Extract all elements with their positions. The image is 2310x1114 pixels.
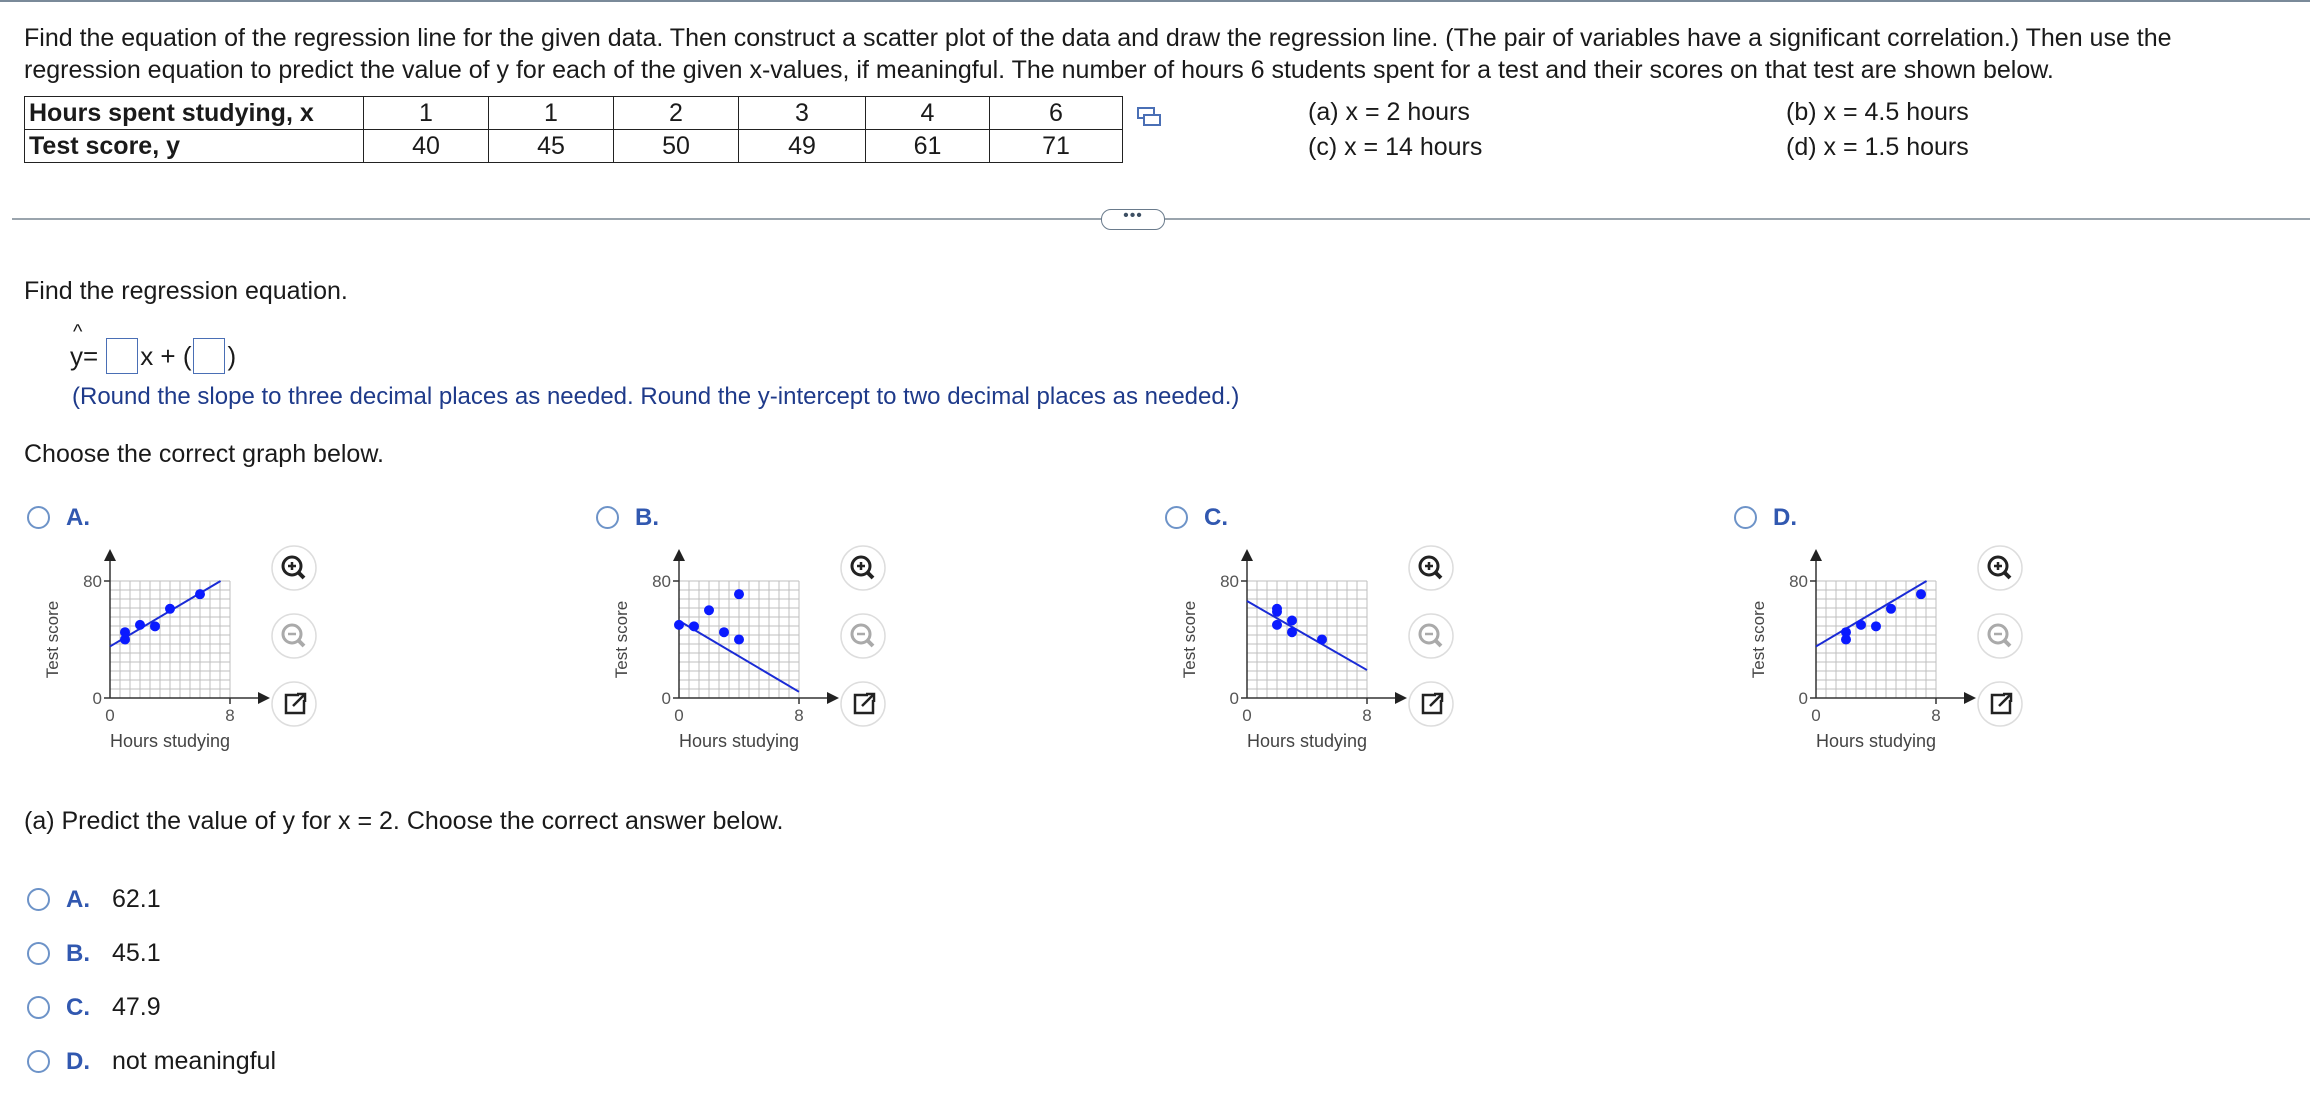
intercept-input[interactable] <box>193 338 225 374</box>
rounding-hint: (Round the slope to three decimal places as needed. Round the y-intercept to two decimal places as needed.) <box>72 383 1240 410</box>
x-axis-title: Hours studying <box>678 731 800 751</box>
zoom-in-icon[interactable] <box>1975 543 2025 593</box>
answer-option-a-radio[interactable] <box>27 888 50 911</box>
popout-icon[interactable] <box>269 679 319 729</box>
x-plus-text: x + ( <box>140 340 192 371</box>
table-cell: 71 <box>990 130 1123 163</box>
graph-option-a <box>40 545 280 770</box>
hat-symbol: ^ <box>73 320 83 343</box>
graph-option-a-letter: A. <box>66 504 90 531</box>
table-cell: 1 <box>489 97 614 130</box>
graph-prompt: Choose the correct graph below. <box>24 440 384 468</box>
y-axis-title: Test score <box>1180 600 1199 679</box>
y-axis-arrow <box>673 549 685 561</box>
data-point <box>195 589 205 599</box>
x-tick-label-left: 0 <box>105 706 115 725</box>
table-cell: 1 <box>364 97 489 130</box>
table-cell: 61 <box>866 130 990 163</box>
table-cell: 4 <box>866 97 990 130</box>
y-axis-title: Test score <box>1749 600 1768 679</box>
x-tick-label-right: 8 <box>1362 706 1372 725</box>
regression-line <box>1816 581 1927 646</box>
table-cell: 49 <box>739 130 866 163</box>
y-axis-arrow <box>104 549 116 561</box>
graph-option-c-radio[interactable] <box>1165 506 1188 529</box>
x-tick-label-right: 8 <box>225 706 235 725</box>
answer-option-b-text: 45.1 <box>112 939 161 967</box>
answer-option-d-radio[interactable] <box>27 1050 50 1073</box>
question-text: Find the equation of the regression line for the given data. Then construct a scatter plot of the data and draw the regression line. (The pair of variables have a significant correlation.) Then use the regression equation to predict the value of y for each of the given x-values, if meaningful. The number of hours 6 students spent for a test and their scores on that test are shown below. <box>24 24 2172 84</box>
predict-prompt: (a) Predict the value of y for x = 2. Choose the correct answer below. <box>24 807 784 835</box>
graph-option-b-radio[interactable] <box>596 506 619 529</box>
y-tick-label-top: 80 <box>1789 572 1808 591</box>
close-paren: ) <box>227 340 237 371</box>
data-table <box>24 96 1123 163</box>
data-point <box>150 621 160 631</box>
regression-prompt: Find the regression equation. <box>24 277 348 305</box>
table-cell: 45 <box>489 130 614 163</box>
table-row <box>25 130 1123 163</box>
x-axis-title: Hours studying <box>1815 731 1937 751</box>
zoom-out-icon[interactable] <box>269 611 319 661</box>
table-row <box>25 97 1123 130</box>
zoom-in-icon[interactable] <box>1406 543 1456 593</box>
data-point <box>135 620 145 630</box>
graph-option-b <box>609 545 849 770</box>
y-hat <box>70 320 83 372</box>
graph-option-c-letter: C. <box>1204 504 1228 531</box>
y-axis-title: Test score <box>612 600 631 679</box>
y-symbol: y <box>70 340 83 371</box>
x-tick-label-left: 0 <box>1811 706 1821 725</box>
graph-option-d <box>1746 545 1986 770</box>
y-tick-label-bottom: 0 <box>661 689 671 708</box>
top-rule <box>0 0 2310 2</box>
x-tick-label-left: 0 <box>1242 706 1252 725</box>
graph-option-d-radio[interactable] <box>1734 506 1757 529</box>
answer-option-c-radio[interactable] <box>27 996 50 1019</box>
y-axis-arrow <box>1241 549 1253 561</box>
data-point <box>704 605 714 615</box>
data-point <box>674 620 684 630</box>
more-button[interactable]: ••• <box>1101 209 1165 230</box>
slope-input[interactable] <box>106 338 138 374</box>
answer-option-c-text: 47.9 <box>112 993 161 1021</box>
y-tick-label-bottom: 0 <box>1798 689 1808 708</box>
x-tick-label-right: 8 <box>794 706 804 725</box>
data-point <box>719 627 729 637</box>
x-query-c: (c) x = 14 hours <box>1308 133 1483 161</box>
table-cell: 6 <box>990 97 1123 130</box>
x-row-label: Hours spent studying, x <box>25 97 364 130</box>
table-cell: 40 <box>364 130 489 163</box>
y-tick-label-bottom: 0 <box>1229 689 1239 708</box>
data-point <box>1886 604 1896 614</box>
zoom-out-icon[interactable] <box>838 611 888 661</box>
answer-option-a-text: 62.1 <box>112 885 161 913</box>
graph-option-b-letter: B. <box>635 504 659 531</box>
data-point <box>1916 589 1926 599</box>
table-cell: 2 <box>614 97 739 130</box>
y-tick-label-top: 80 <box>83 572 102 591</box>
answer-option-c-letter: C. <box>66 994 90 1021</box>
data-point <box>1871 621 1881 631</box>
y-axis-title: Test score <box>43 600 62 679</box>
y-row-label: Test score, y <box>25 130 364 163</box>
popout-icon[interactable] <box>1406 679 1456 729</box>
x-axis-title: Hours studying <box>1246 731 1368 751</box>
x-tick-label-left: 0 <box>674 706 684 725</box>
data-point <box>1272 607 1282 617</box>
popout-icon[interactable] <box>1975 679 2025 729</box>
y-axis-arrow <box>1810 549 1822 561</box>
x-query-a: (a) x = 2 hours <box>1308 98 1470 126</box>
zoom-out-icon[interactable] <box>1406 611 1456 661</box>
answer-option-d-text: not meaningful <box>112 1047 277 1075</box>
zoom-out-icon[interactable] <box>1975 611 2025 661</box>
data-point <box>734 635 744 645</box>
data-point <box>1317 635 1327 645</box>
answer-option-b-letter: B. <box>66 940 90 967</box>
answer-option-b-radio[interactable] <box>27 942 50 965</box>
popout-icon[interactable] <box>838 679 888 729</box>
data-point <box>120 627 130 637</box>
zoom-in-icon[interactable] <box>838 543 888 593</box>
answer-option-a-letter: A. <box>66 886 90 913</box>
x-query-b: (b) x = 4.5 hours <box>1786 98 1969 126</box>
graph-option-d-letter: D. <box>1773 504 1797 531</box>
graph-option-a-radio[interactable] <box>27 506 50 529</box>
x-axis-title: Hours studying <box>109 731 231 751</box>
graph-option-c <box>1177 545 1417 770</box>
regression-equation <box>70 320 237 374</box>
x-tick-label-right: 8 <box>1931 706 1941 725</box>
copy-icon[interactable] <box>1136 106 1162 128</box>
x-query-d: (d) x = 1.5 hours <box>1786 133 1969 161</box>
data-point <box>1287 627 1297 637</box>
y-tick-label-bottom: 0 <box>92 689 102 708</box>
equals-sign: = <box>83 340 99 371</box>
answer-option-d-letter: D. <box>66 1048 90 1075</box>
data-point <box>734 589 744 599</box>
table-cell: 50 <box>614 130 739 163</box>
data-point <box>1272 620 1282 630</box>
data-point <box>1287 615 1297 625</box>
data-point <box>1841 627 1851 637</box>
zoom-in-icon[interactable] <box>269 543 319 593</box>
data-point <box>1856 620 1866 630</box>
data-point <box>689 621 699 631</box>
data-point <box>165 604 175 614</box>
y-tick-label-top: 80 <box>652 572 671 591</box>
y-tick-label-top: 80 <box>1220 572 1239 591</box>
table-cell: 3 <box>739 97 866 130</box>
